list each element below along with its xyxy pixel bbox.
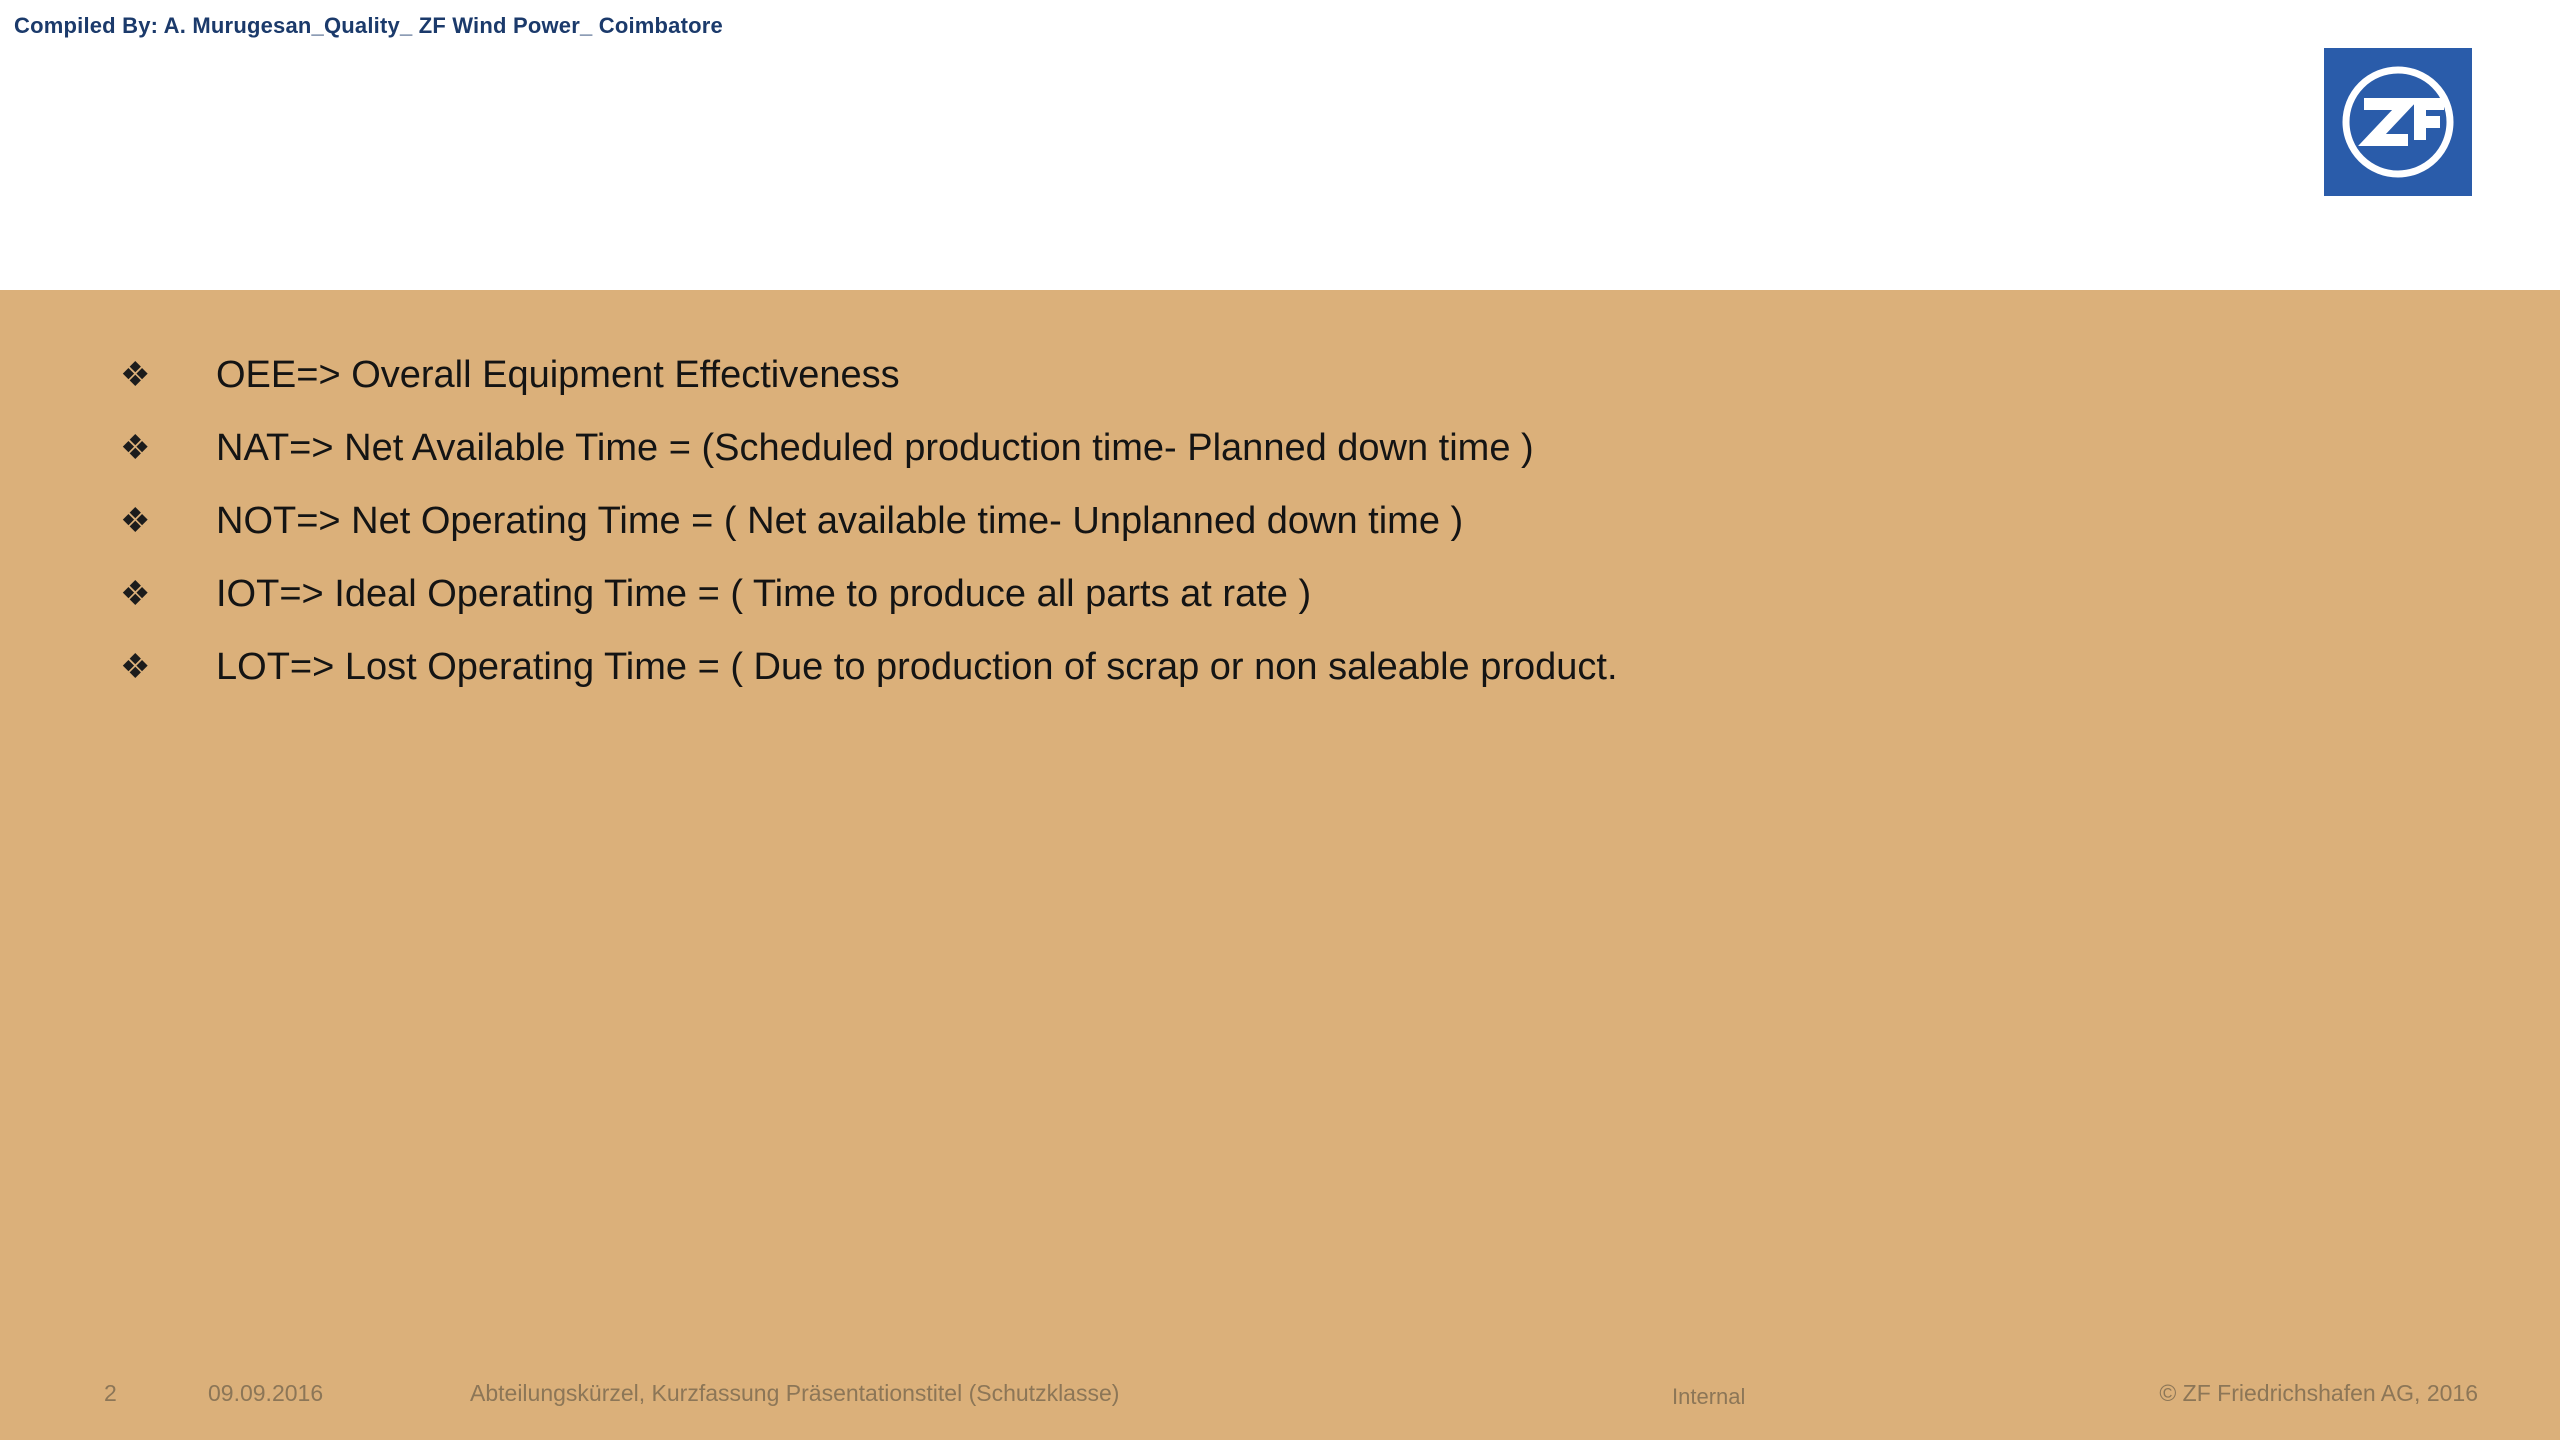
list-item bbox=[108, 498, 2408, 544]
list-item bbox=[108, 571, 2408, 617]
diamond-bullet-icon: ❖ bbox=[120, 429, 151, 467]
list-item bbox=[108, 644, 2408, 690]
footer-presentation-title: Abteilungskürzel, Kurzfassung Präsentationstitel (Schutzklasse) bbox=[470, 1380, 1120, 1406]
footer-page-number: 2 bbox=[104, 1380, 117, 1406]
footer-classification-label: Internal bbox=[1672, 1384, 1746, 1409]
footer-copyright: © ZF Friedrichshafen AG, 2016 bbox=[2159, 1380, 2478, 1406]
bullet-list bbox=[108, 352, 2408, 717]
compiled-by-label: Compiled By: A. Murugesan_Quality_ ZF Wind Power_ Coimbatore bbox=[14, 13, 723, 38]
slide-footer bbox=[0, 1344, 2560, 1440]
list-item-text: IOT=> Ideal Operating Time = ( Time to produce all parts at rate ) bbox=[216, 573, 1312, 615]
list-item bbox=[108, 352, 2408, 398]
diamond-bullet-icon: ❖ bbox=[120, 356, 151, 394]
diamond-bullet-icon: ❖ bbox=[120, 648, 151, 686]
list-item-text: LOT=> Lost Operating Time = ( Due to production of scrap or non saleable product. bbox=[216, 646, 1618, 688]
diamond-bullet-icon: ❖ bbox=[120, 575, 151, 613]
zf-logo-icon bbox=[2324, 48, 2472, 196]
slide-content-band bbox=[0, 290, 2560, 1440]
footer-date: 09.09.2016 bbox=[208, 1380, 324, 1406]
list-item-text: NOT=> Net Operating Time = ( Net available time- Unplanned down time ) bbox=[216, 500, 1464, 542]
diamond-bullet-icon: ❖ bbox=[120, 502, 151, 540]
list-item-text: NAT=> Net Available Time = (Scheduled production time- Planned down time ) bbox=[216, 427, 1534, 469]
slide-header bbox=[0, 0, 2560, 290]
list-item bbox=[108, 425, 2408, 471]
list-item-text: OEE=> Overall Equipment Effectiveness bbox=[216, 354, 900, 396]
